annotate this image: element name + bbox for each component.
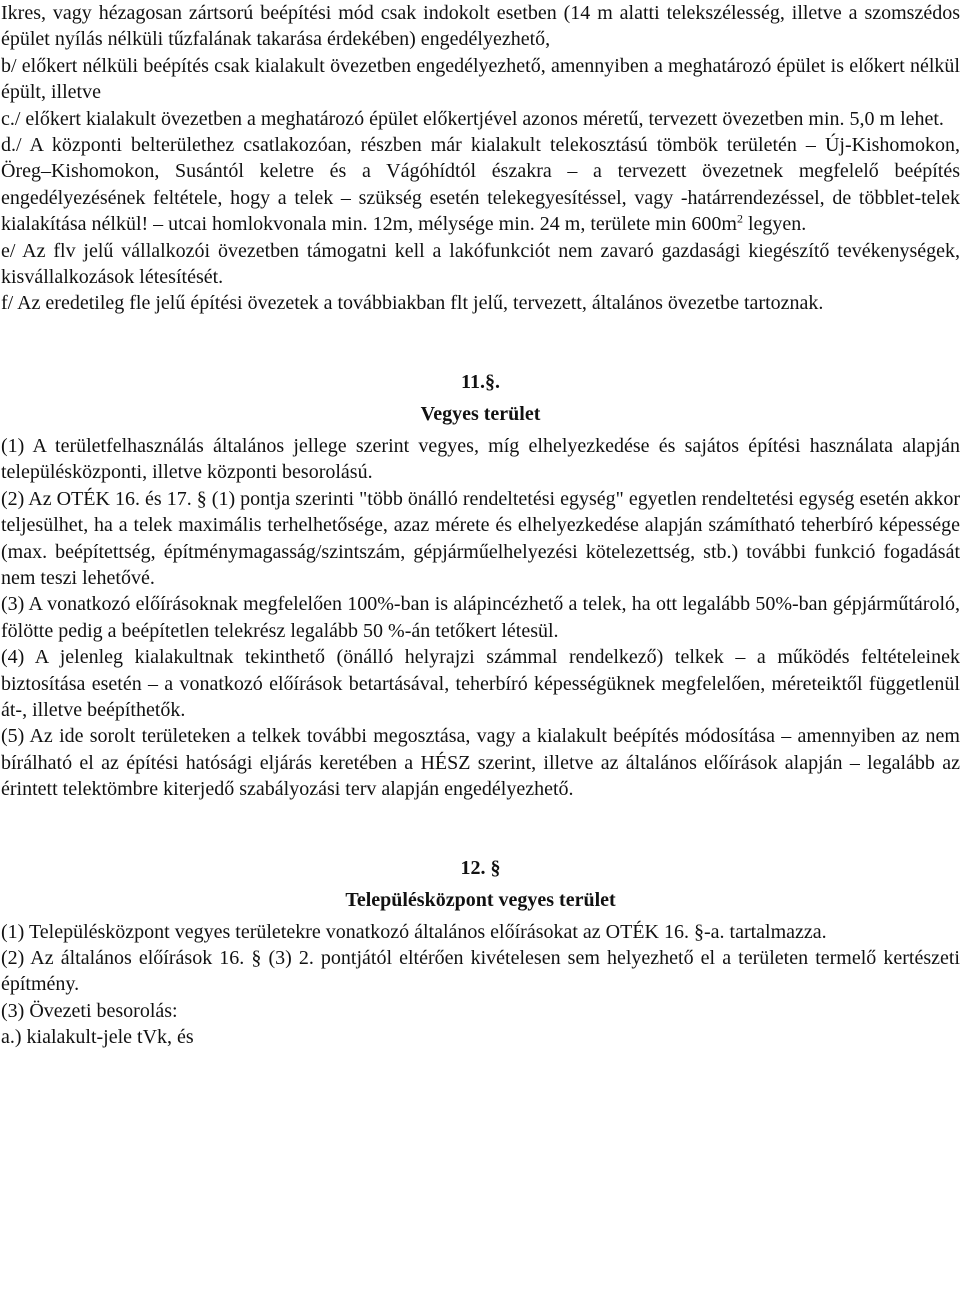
paragraph-d [1, 132, 960, 238]
section-12-paragraph-1: (1) Településközpont vegyes területekre vonatkozó általános előírásokat az OTÉK 16. §-a. tartalmazza. [1, 920, 827, 943]
paragraph-d-text: d./ A központi belterülethez csatlakozóan, részben már kialakult telekosztású tömbök területén – Új-Kishomokon, Öreg–Kishomokon, Susántól keletre és a Vágóhídtól északra – a tervezett övezetnek megfelelő beépítés engedélyezésének feltétele, hogy a telek – szükség esetén telekegyesítéssel, vagy -határrendezéssel, de többlet-telek kialakítása nélkül! – utcai homlokvonala min. 12m, mélysége min. 24 m, területe min 600m [1, 134, 960, 236]
paragraph-intro-1: Ikres, vagy hézagosan zártsorú beépítési mód csak indokolt esetben (14 m alatti telekszélesség, illetve a szomszédos épület nyílás nélküli tűzfalának takarása érdekében) engedélyezhető, [1, 2, 960, 51]
superscript-2: 2 [736, 211, 743, 226]
section-12-paragraph-2: (2) Az általános előírások 16. § (3) 2. pontjától eltérően kivételesen sem helyezhető el a területen termelő kertészeti építmény. [1, 946, 960, 996]
paragraph-c: c./ előkert kialakult övezetben a meghatározó épület előkertjével azonos méretű, tervezett övezetben min. 5,0 m lehet. [1, 107, 944, 130]
section-12 [1, 855, 960, 1051]
section-11-paragraph-3: (3) A vonatkozó előírásoknak megfelelően 100%-ban is alápincézhető a telek, ha ott legalább 50%-ban gépjárműtároló, fölötte pedig a beépítetlen telekrész legalább 50 %-án tetőkert létesül. [1, 593, 960, 642]
section-11-paragraph-2: (2) Az OTÉK 16. és 17. § (1) pontja szerinti "több önálló rendeltetési egység" egyetlen rendeltetési egység esetén akkor teljesülhet, ha a telek maximális terhelhetősége, azaz mérete és elhelyezkedése alapján számítható teherbíró képessége (max. beépítettség, építménymagasság/szintszám, gépjárműelhelyezési kötelezettség, stb.) további funkció fogadását nem teszi lehetővé. [1, 487, 960, 589]
section-11-number: 11.§. [461, 370, 500, 393]
section-11-paragraph-5: (5) Az ide sorolt területeken a telkek további megosztása, vagy a kialakult beépítés módosítása – amennyiben az nem bírálható el az építési hatósági eljárás keretében a HÉSZ szerint, illetve az általános előírások alapján – legalább az érintett telektömbre kiterjedő szabályozási terv alapján engedélyezhető. [1, 725, 960, 801]
section-12-paragraph-3: (3) Övezeti besorolás: [1, 999, 178, 1022]
paragraph-e: e/ Az flv jelű vállalkozói övezetben támogatni kell a lakófunkciót nem zavaró gazdasági kiegészítő tevékenységek, kisvállalkozások létesítését. [1, 239, 960, 289]
paragraph-d-end: legyen. [742, 213, 807, 236]
paragraph-f: f/ Az eredetileg fle jelű építési övezetek a továbbiakban flt jelű, tervezett, általános övezetbe tartoznak. [1, 292, 824, 315]
intro-block [1, 0, 960, 317]
section-12-paragraph-4: a.) kialakult-jele tVk, és [1, 1026, 194, 1049]
paragraph-b: b/ előkert nélküli beépítés csak kialakult övezetben engedélyezhető, amennyiben a meghatározó épület is előkert nélkül épült, illetve [1, 54, 960, 104]
section-12-title: Településközpont vegyes terület [345, 888, 616, 911]
section-11-title: Vegyes terület [420, 402, 541, 425]
section-11-paragraph-1: (1) A területfelhasználás általános jellege szerint vegyes, míg elhelyezkedése és sajátos építési használata alapján településközponti, illetve központi besorolású. [1, 434, 960, 484]
section-11-paragraph-4: (4) A jelenleg kialakultnak tekinthető (önálló helyrajzi számmal rendelkező) telkek – a működés feltételeinek biztosítása esetén – a vonatkozó előírások betartásával, teherbíró képességüknek megfelelően, méreteiktől függetlenül át-, illetve beépíthetők. [1, 646, 960, 721]
section-11 [1, 369, 960, 803]
section-12-number: 12. § [460, 856, 501, 879]
